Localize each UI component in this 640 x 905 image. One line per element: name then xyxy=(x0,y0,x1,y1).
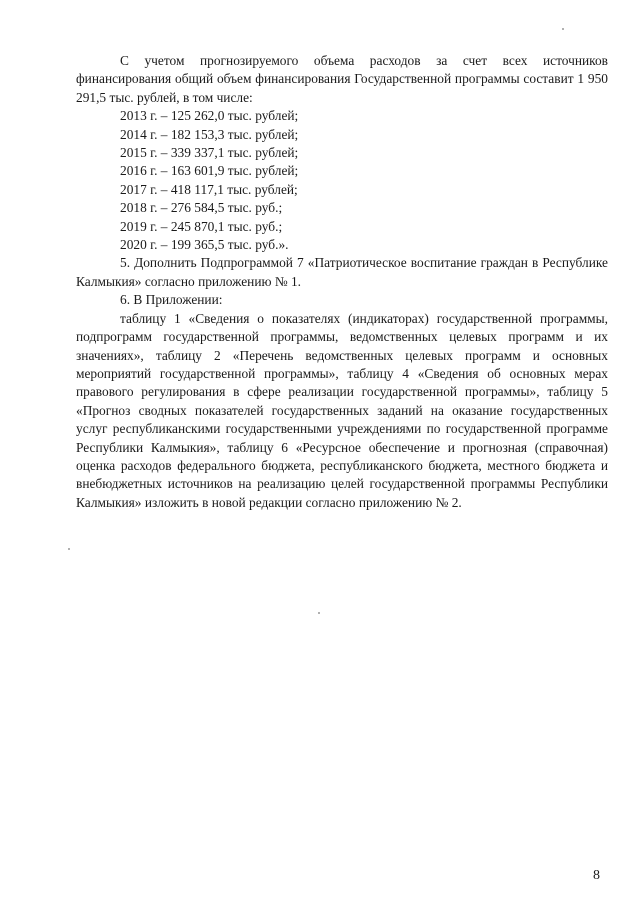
scan-speck xyxy=(68,548,70,550)
year-item: 2017 г. – 418 117,1 тыс. рублей; xyxy=(120,181,298,197)
year-item: 2020 г. – 199 365,5 тыс. руб.». xyxy=(120,237,289,253)
scan-speck xyxy=(318,612,320,614)
year-item: 2013 г. – 125 262,0 тыс. рублей; xyxy=(120,108,299,124)
year-item: 2018 г. – 276 584,5 тыс. руб.; xyxy=(120,200,283,216)
yearly-funding-list xyxy=(76,107,608,254)
year-item: 2016 г. – 163 601,9 тыс. рублей; xyxy=(120,163,299,179)
year-item: 2019 г. – 245 870,1 тыс. руб.; xyxy=(120,218,283,234)
year-item: 2014 г. – 182 153,3 тыс. рублей; xyxy=(120,126,299,142)
paragraph-6-heading: 6. В Приложении: xyxy=(120,292,223,308)
document-body xyxy=(76,52,608,512)
scan-speck xyxy=(562,28,564,30)
intro-paragraph: С учетом прогнозируемого объема расходов за счет всех источников финансирования общий объем финансирования Государственной программы составит 1 950 291,5 тыс. рублей, в том числе: xyxy=(76,53,608,105)
paragraph-5: 5. Дополнить Подпрограммой 7 «Патриотическое воспитание граждан в Республике Калмыкия» согласно приложению № 1. xyxy=(76,255,608,289)
year-item: 2015 г. – 339 337,1 тыс. рублей; xyxy=(120,145,299,161)
paragraph-6-body: таблицу 1 «Сведения о показателях (индикаторах) государственной программы, подпрограмм государственной программы, ведомственных целевых программ и их значениях», таблицу 2 «Перечень ведомственных целевых программ и основных мероприятий государственной программы», таблицу 4 «Сведения об основных мерах правового регулирования в сфере реализации государственной программы», таблицу 5 «Прогноз сводных показателей государственных заданий на оказание государственных услуг республиканскими государственными учреждениями по государственной программе Республики Калмыкия», таблицу 6 «Ресурсное обеспечение и прогнозная (справочная) оценка расходов федерального бюджета, республиканского бюджета, местного бюджета и внебюджетных источников на реализацию целей государственной программы Республики Калмыкия» изложить в новой редакции согласно приложению № 2. xyxy=(76,310,608,510)
page-number: 8 xyxy=(593,868,600,883)
